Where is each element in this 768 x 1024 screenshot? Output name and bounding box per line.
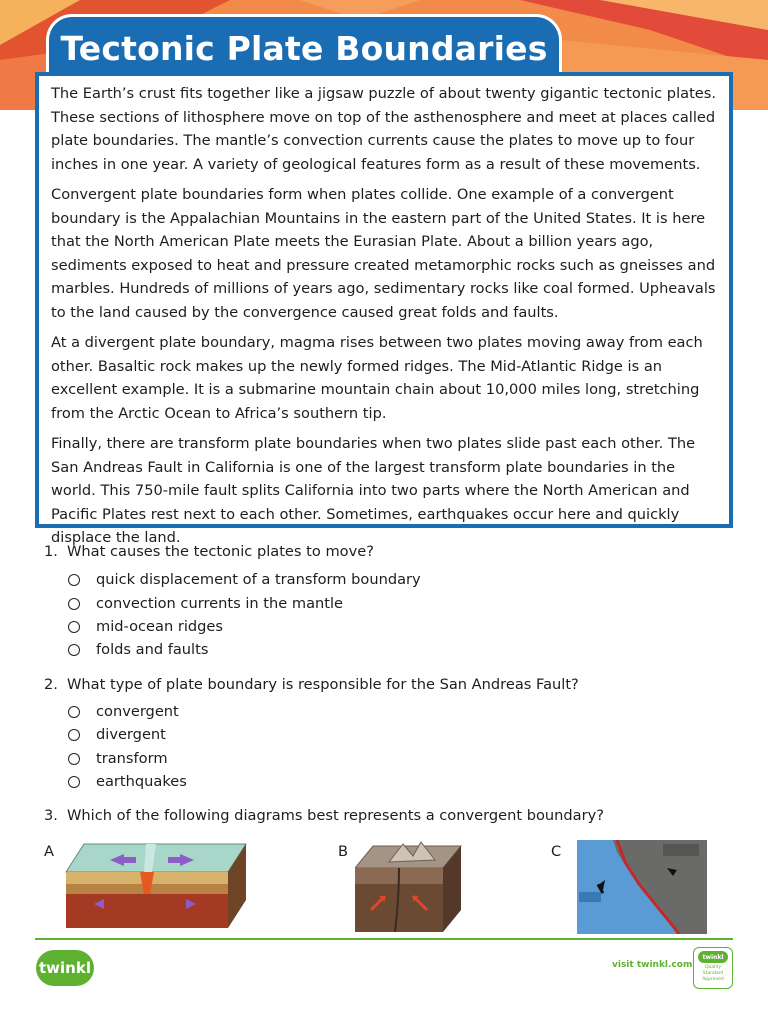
logo-text: twinkl xyxy=(39,959,91,977)
question-text: Which of the following diagrams best represents a convergent boundary? xyxy=(67,807,604,824)
option-label: quick displacement of a transform boundary xyxy=(96,571,421,588)
q2-option-1[interactable] xyxy=(68,703,179,720)
option-label: convergent xyxy=(96,703,179,720)
diagram-c-transform-map[interactable] xyxy=(577,840,707,938)
q1-option-1[interactable] xyxy=(68,571,421,588)
q2-option-3[interactable] xyxy=(68,750,168,767)
option-label: folds and faults xyxy=(96,641,209,658)
option-label: convection currents in the mantle xyxy=(96,595,344,612)
radio-circle-icon[interactable] xyxy=(68,574,80,586)
question-text: What type of plate boundary is responsible for the San Andreas Fault? xyxy=(67,676,579,693)
option-label: mid-ocean ridges xyxy=(96,618,223,635)
question-number: 3. xyxy=(44,807,58,824)
visit-link[interactable]: visit twinkl.com xyxy=(612,960,693,970)
radio-circle-icon[interactable] xyxy=(68,776,80,788)
diagram-label-c: C xyxy=(551,843,562,860)
paragraph-divergent: At a divergent plate boundary, magma rises between two plates moving away from each other. Basaltic rock makes up the newly formed ridges. The Mid-Atlantic Ridge is an excellent example. It is a submarine mountain chain about 10,000 miles long, stretching from the Arctic Ocean to Africa’s southern tip. xyxy=(51,334,703,422)
question-number: 1. xyxy=(44,543,58,560)
q2-option-4[interactable] xyxy=(68,773,187,790)
radio-circle-icon[interactable] xyxy=(68,644,80,656)
radio-circle-icon[interactable] xyxy=(68,706,80,718)
badge-logo: twinkl xyxy=(698,951,728,963)
radio-circle-icon[interactable] xyxy=(68,729,80,741)
question-2 xyxy=(44,676,579,693)
reading-passage xyxy=(35,72,733,546)
diagram-a-divergent[interactable] xyxy=(64,838,250,938)
radio-circle-icon[interactable] xyxy=(68,753,80,765)
question-text: What causes the tectonic plates to move? xyxy=(67,543,374,560)
question-3 xyxy=(44,807,604,824)
q1-option-2[interactable] xyxy=(68,595,343,612)
paragraph-convergent: Convergent plate boundaries form when plates collide. One example of a convergent boundary is the Appalachian Mountains in the eastern part of the United States. It is here that the North American Plate meets the Eurasian Plate. About a billion years ago, sediments exposed to heat and pressure created metamorphic rocks such as gneisses and marbles. Hundreds of millions of years ago, sedimentary rocks like coal formed. Upheavals to the land caused by the convergence caused great folds and faults. xyxy=(51,186,716,321)
page-title: Tectonic Plate Boundaries xyxy=(60,29,548,68)
quality-badge-icon xyxy=(693,947,733,989)
badge-text: Quality Standard Approved xyxy=(702,965,724,982)
diagram-b-convergent[interactable] xyxy=(355,838,463,938)
radio-circle-icon[interactable] xyxy=(68,621,80,633)
q2-option-2[interactable] xyxy=(68,726,166,743)
question-number: 2. xyxy=(44,676,58,693)
q1-option-3[interactable] xyxy=(68,618,223,635)
q1-option-4[interactable] xyxy=(68,641,208,658)
footer-divider xyxy=(35,938,733,940)
option-label: divergent xyxy=(96,726,166,743)
twinkl-logo-icon[interactable] xyxy=(36,950,94,986)
option-label: transform xyxy=(96,750,168,767)
question-1 xyxy=(44,543,374,560)
diagram-label-a: A xyxy=(44,843,54,860)
option-label: earthquakes xyxy=(96,773,187,790)
paragraph-transform: Finally, there are transform plate boundaries when two plates slide past each other. The San Andreas Fault in California is one of the largest transform plate boundaries in the world. This 750-mile fault splits California into two parts where the North American and Pacific Plates rest next to each other. Sometimes, earthquakes occur here and quickly displace the land. xyxy=(51,435,696,546)
paragraph-intro: The Earth’s crust fits together like a jigsaw puzzle of about twenty gigantic tectonic plates. These sections of lithosphere move on top of the asthenosphere and meet at places called plate boundaries. The mantle’s convection currents cause the plates to move up to four inches in one year. A variety of geological features form as a result of these movements. xyxy=(51,85,717,173)
diagram-label-b: B xyxy=(338,843,349,860)
radio-circle-icon[interactable] xyxy=(68,598,80,610)
